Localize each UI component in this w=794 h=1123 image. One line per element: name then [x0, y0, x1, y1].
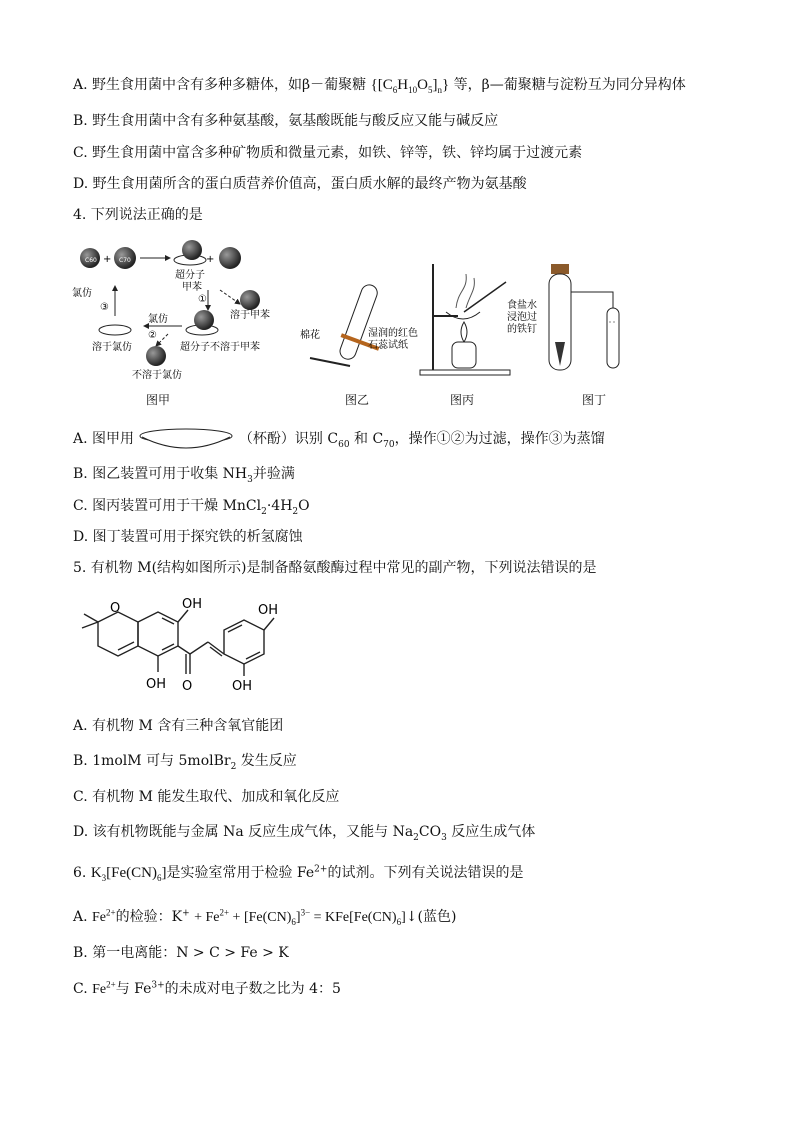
- c70-ball-3: [240, 290, 260, 310]
- svg-text:C60: C60: [85, 257, 97, 264]
- q6-option-a-text: 的检验：K: [115, 909, 183, 925]
- q5-option-a: A. 有机物 M 含有三种含氧官能团: [73, 718, 284, 734]
- q4-option-a-end: ，操作①②为过滤，操作③为蒸馏: [394, 431, 605, 447]
- figure-ding: [505, 262, 630, 382]
- caption-bing: 图丙: [450, 393, 475, 407]
- oh-label-3: OH: [146, 677, 167, 692]
- label-litmus-2: 石蕊试纸: [368, 340, 408, 351]
- label-salt-3: 的铁钉: [507, 324, 537, 335]
- q5-option-c: C. 有机物 M 能发生取代、加成和氧化反应: [73, 789, 340, 805]
- q3-option-a-text-end: 等，β—葡聚糖与淀粉互为同分异构体: [453, 77, 686, 93]
- figure-bing: [418, 260, 518, 380]
- q5-option-d-text: D. 该有机物既能与金属 Na 反应生成气体，又能与 Na: [73, 824, 414, 840]
- c70-ball-2: [219, 247, 241, 269]
- figure-yi: [300, 280, 420, 386]
- q6-option-c: C. $Fe^{2+}$与 $Fe^{3+}$的未成对电子数之比为 4：5: [73, 979, 341, 997]
- q3-option-b: B. 野生食用菌中含有多种氨基酸，氨基酸既能与酸反应又能与碱反应: [73, 113, 499, 129]
- oh-label-1: OH: [182, 597, 203, 612]
- q6-stem: 6. $K_3[Fe(CN)_6]$是实验室常用于检验 $Fe^{2+}$的试剂。下列有关说法错误的是: [73, 864, 524, 883]
- q5-option-d-mid: CO: [418, 824, 442, 840]
- label-soluble-chloroform: 溶于氯仿: [92, 342, 132, 353]
- label-chloroform-2: 氯仿: [72, 288, 92, 299]
- q6-option-c-end: 的未成对电子数之比为 4：5: [164, 981, 341, 997]
- supra-ball: [182, 240, 202, 260]
- label-salt-1: 食盐水: [507, 300, 537, 311]
- q4-option-b-text: B. 图乙装置可用于收集 NH: [73, 466, 248, 482]
- q4-option-b: B. 图乙装置可用于收集 $NH_3$并验满: [73, 466, 295, 485]
- molecule-m-structure: [78, 592, 308, 696]
- q3-option-d: D. 野生食用菌所含的蛋白质营养价值高，蛋白质水解的最终产物为氨基酸: [73, 176, 527, 192]
- ferricyanide-formula: $K_3[Fe(CN)_6]$: [90, 865, 167, 883]
- q6-stem-mid: 是实验室常用于检验 Fe: [166, 865, 315, 881]
- q6-option-c-label: C.: [73, 981, 88, 997]
- svg-text:+: +: [103, 254, 112, 265]
- q5-option-b-end: 发生反应: [236, 753, 297, 769]
- q4-option-a-mid: （杯酚）识别 C: [238, 431, 339, 447]
- q5-stem: 5. 有机物 M(结构如图所示)是制备酪氨酸酶过程中常见的副产物，下列说法错误的是: [73, 560, 597, 576]
- label-litmus-1: 湿润的红色: [368, 328, 418, 339]
- label-toluene: 甲苯: [182, 282, 202, 293]
- q4-stem: 4. 下列说法正确的是: [73, 207, 203, 223]
- q3-option-a: [73, 74, 686, 95]
- carbonyl-oxygen: O: [182, 679, 193, 694]
- label-supra-insoluble: 超分子不溶于甲苯: [180, 342, 260, 353]
- q6-option-a: A. $Fe^{2+}$的检验：$K^+ + Fe^{2+} + [Fe(CN)_6]^{3-}$ = $KFe[Fe(CN)_6]↓$(蓝色): [73, 907, 457, 927]
- label-insoluble-chloroform: 不溶于氯仿: [132, 370, 182, 381]
- stopper: [551, 264, 569, 274]
- q4-option-d: D. 图丁装置可用于探究铁的析氢腐蚀: [73, 529, 303, 545]
- q5-option-d-end: 反应生成气体: [446, 824, 536, 840]
- q4-option-c: C. 图丙装置可用于干燥 $MnCl_2\cdot 4H_2O$: [73, 498, 310, 517]
- calixarene-icon: [138, 427, 234, 451]
- q5-option-b: B. 1molM 可与 5molBr$_2$ 发生反应: [73, 753, 297, 772]
- oh-label-2: OH: [258, 603, 279, 618]
- q3-option-a-text: A. 野生食用菌中含有多种多糖体，如β－葡聚糖: [73, 77, 367, 93]
- label-step3: ③: [100, 302, 109, 313]
- label-step1: ①: [198, 294, 207, 305]
- glucan-formula: $\{[C_6H_{10}O_5]_n\}$: [370, 77, 450, 95]
- q6-option-b: B. 第一电离能：N > C > Fe > K: [73, 945, 289, 961]
- q6-number: 6.: [73, 865, 87, 881]
- q6-stem-end: 的试剂。下列有关说法错误的是: [327, 865, 524, 881]
- ring-oxygen: O: [110, 601, 121, 616]
- q4-option-a-text: A. 图甲用: [73, 431, 135, 447]
- label-soluble-toluene: 溶于甲苯: [230, 310, 270, 321]
- label-salt-2: 浸泡过: [507, 312, 537, 323]
- q4-option-a-and: 和 C: [349, 431, 384, 447]
- svg-text:+: +: [206, 254, 215, 265]
- q4-option-c-end: O: [298, 498, 310, 514]
- caption-yi: 图乙: [345, 393, 370, 407]
- label-step2: ②: [148, 330, 157, 341]
- q5-option-d: D. 该有机物既能与金属 Na 反应生成气体，又能与 $Na_2CO_3$ 反应生成气体: [73, 824, 536, 843]
- supra-ball-2: [194, 310, 214, 330]
- caption-ding: 图丁: [582, 393, 607, 407]
- label-supramolecule: 超分子: [175, 270, 205, 281]
- label-cotton: 棉花: [300, 330, 320, 341]
- q5-option-b-text: B. 1molM 可与 5molBr: [73, 753, 231, 769]
- q4-sub-60: 60: [338, 439, 350, 450]
- figure-jia: [70, 238, 300, 386]
- q4-option-b-end: 并验满: [252, 466, 295, 482]
- q6-option-a-label: A.: [73, 909, 88, 925]
- c60-ball-2: [146, 346, 166, 366]
- svg-text:C70: C70: [119, 257, 131, 264]
- q4-option-a: [73, 427, 605, 451]
- caption-jia: 图甲: [146, 393, 171, 407]
- reaction-equation: + $Fe^{2+} + [Fe(CN)_6]^{3-} = KFe[Fe(CN)_6]$: [194, 907, 406, 927]
- q4-option-c-text: C. 图丙装置可用于干燥 MnCl: [73, 498, 262, 514]
- q6-option-a-color: ↓(蓝色): [405, 909, 457, 925]
- label-chloroform-1: 氯仿: [148, 314, 168, 325]
- q6-option-c-mid: 与 Fe: [115, 981, 152, 997]
- q4-sub-70: 70: [383, 439, 395, 450]
- q3-option-c: C. 野生食用菌中富含多种矿物质和微量元素，如铁、锌等，铁、锌均属于过渡元素: [73, 145, 583, 161]
- oh-label-4: OH: [232, 679, 253, 694]
- q4-option-c-mid: ·4H: [266, 498, 293, 514]
